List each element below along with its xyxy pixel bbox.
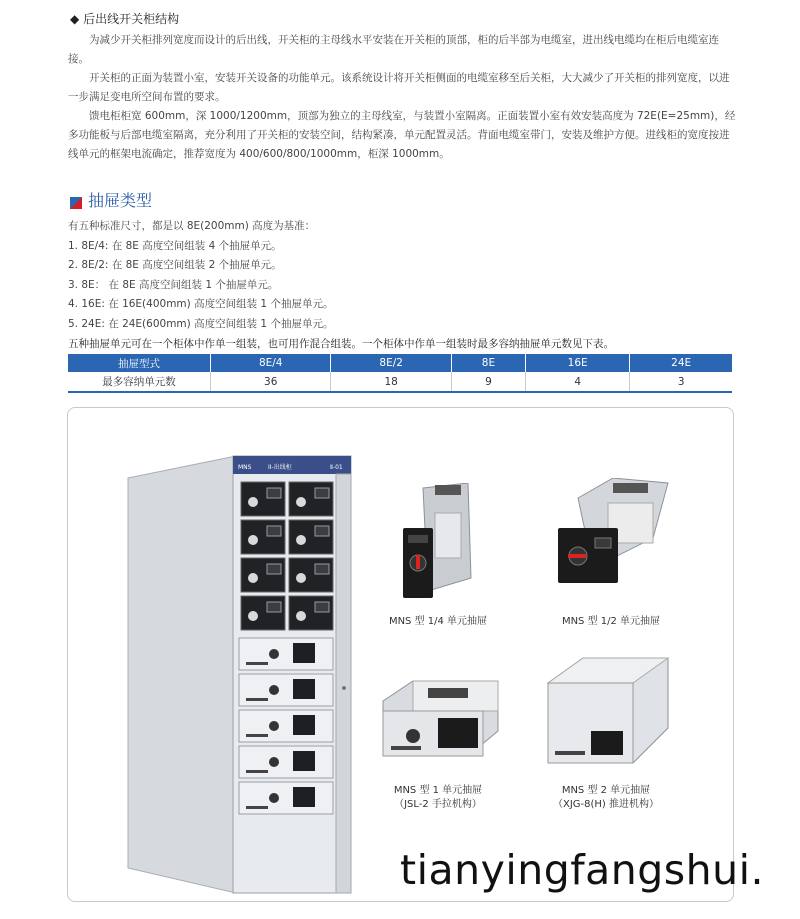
cabinet-brand-label: MNS — [238, 464, 252, 471]
table-header: 抽屉型式 — [68, 354, 211, 372]
bullet-icon: ◆ — [70, 12, 80, 26]
table-cell: 3 — [630, 372, 732, 392]
caption-two-unit-line2: （XJG-8(H) 推进机构） — [552, 799, 660, 810]
quarter-drawer-module — [289, 558, 333, 592]
list-item: 2. 8E/2: 在 8E 高度空间组装 2 个抽屉单元。 — [68, 259, 282, 272]
section-title: 后出线开关柜结构 — [83, 12, 180, 26]
drawer-capacity-table — [68, 354, 732, 393]
full-drawer-module — [239, 674, 333, 706]
caption-one-unit-line1: MNS 型 1 单元抽屉 — [393, 785, 483, 796]
caption-one-unit-line2: （JSL-2 手拉机构） — [394, 799, 482, 810]
caption-two-unit-line1: MNS 型 2 单元抽屉 — [561, 785, 651, 796]
quarter-drawer-module — [241, 482, 285, 516]
quarter-drawer-module — [289, 482, 333, 516]
list-item: 4. 16E: 在 16E(400mm) 高度空间组装 1 个抽屉单元。 — [68, 298, 334, 311]
drawer-intro: 有五种标准尺寸，都是以 8E(200mm) 高度为基准： — [68, 220, 316, 232]
quarter-drawer-module — [241, 558, 285, 592]
drawer-two-unit-image — [543, 653, 673, 773]
table-cell: 4 — [526, 372, 630, 392]
table-cell: 18 — [331, 372, 451, 392]
full-drawer-module — [239, 638, 333, 670]
cabinet-number-label: Ⅱ-01 — [330, 464, 343, 471]
quarter-drawer-module — [241, 520, 285, 554]
switchgear-cabinet-image — [118, 448, 358, 908]
table-header-row — [68, 354, 732, 372]
full-drawer-module — [239, 746, 333, 778]
drawer-one-unit-image — [373, 676, 503, 761]
list-item: 5. 24E: 在 24E(600mm) 高度空间组装 1 个抽屉单元。 — [68, 317, 334, 330]
watermark-text: tianyingfangshui. — [400, 846, 765, 894]
section-heading — [70, 10, 179, 27]
table-row — [68, 372, 732, 392]
paragraph-3: 馈电柜柜宽 600mm，深 1000/1200mm，顶部为独立的主母线室，与装置小室隔离。正面装置小室有效安装高度为 72E(E=25mm)，经多功能板与后部电缆室隔离，充分利用了开关柜的安装空间，结构紧凑，单元配置灵活。背面电缆室带门，安装及维护方便。进线柜的宽度按进线单元的框架电流确定，推荐宽度为 400/600/800/1000mm，柜深 1000mm。 — [68, 110, 736, 160]
table-header: 24E — [630, 354, 732, 372]
table-header: 8E/2 — [331, 354, 451, 372]
table-cell: 9 — [451, 372, 525, 392]
paragraph-2: 开关柜的正面为装置小室，安装开关设备的功能单元。该系统设计将开关柜侧面的电缆室移至后关柜，大大减少了开关柜的排列宽度，以进一步满足变电所空间布置的要求。 — [68, 72, 730, 103]
quarter-drawer-module — [289, 520, 333, 554]
list-item: 1. 8E/4: 在 8E 高度空间组装 4 个抽屉单元。 — [68, 239, 282, 252]
product-gallery — [67, 407, 734, 902]
drawer-types-title: 抽屉类型 — [70, 188, 152, 211]
list-item: 3. 8E： 在 8E 高度空间组装 1 个抽屉单元。 — [68, 278, 279, 291]
full-drawer-module — [239, 710, 333, 742]
title-mark-icon — [70, 194, 82, 206]
quarter-drawer-module — [289, 596, 333, 630]
table-header: 8E/4 — [211, 354, 331, 372]
caption-one-unit — [373, 784, 503, 812]
caption-quarter: MNS 型 1/4 单元抽屉 — [388, 616, 488, 627]
full-drawer-module — [239, 782, 333, 814]
drawer-note: 五种抽屉单元可在一个柜体中作单一组装，也可用作混合组装。一个柜体中作单一组装时最多容纳抽屉单元数见下表。 — [68, 337, 614, 350]
table-cell: 最多容纳单元数 — [68, 372, 211, 392]
drawer-quarter-image — [393, 483, 483, 603]
table-header: 16E — [526, 354, 630, 372]
paragraph-1: 为减少开关柜排列宽度而设计的后出线，开关柜的主母线水平安装在开关柜的顶部，柜的后半部为电缆室，进出线电缆均在柜后电缆室连接。 — [68, 34, 719, 65]
caption-two-unit — [536, 784, 676, 812]
drawer-types-list — [68, 217, 736, 354]
caption-half: MNS 型 1/2 单元抽屉 — [561, 616, 661, 627]
quarter-drawer-module — [241, 596, 285, 630]
drawer-half-image — [553, 478, 673, 588]
table-header: 8E — [451, 354, 525, 372]
cabinet-type-label: II-出线柜 — [268, 464, 292, 471]
table-cell: 36 — [211, 372, 331, 392]
